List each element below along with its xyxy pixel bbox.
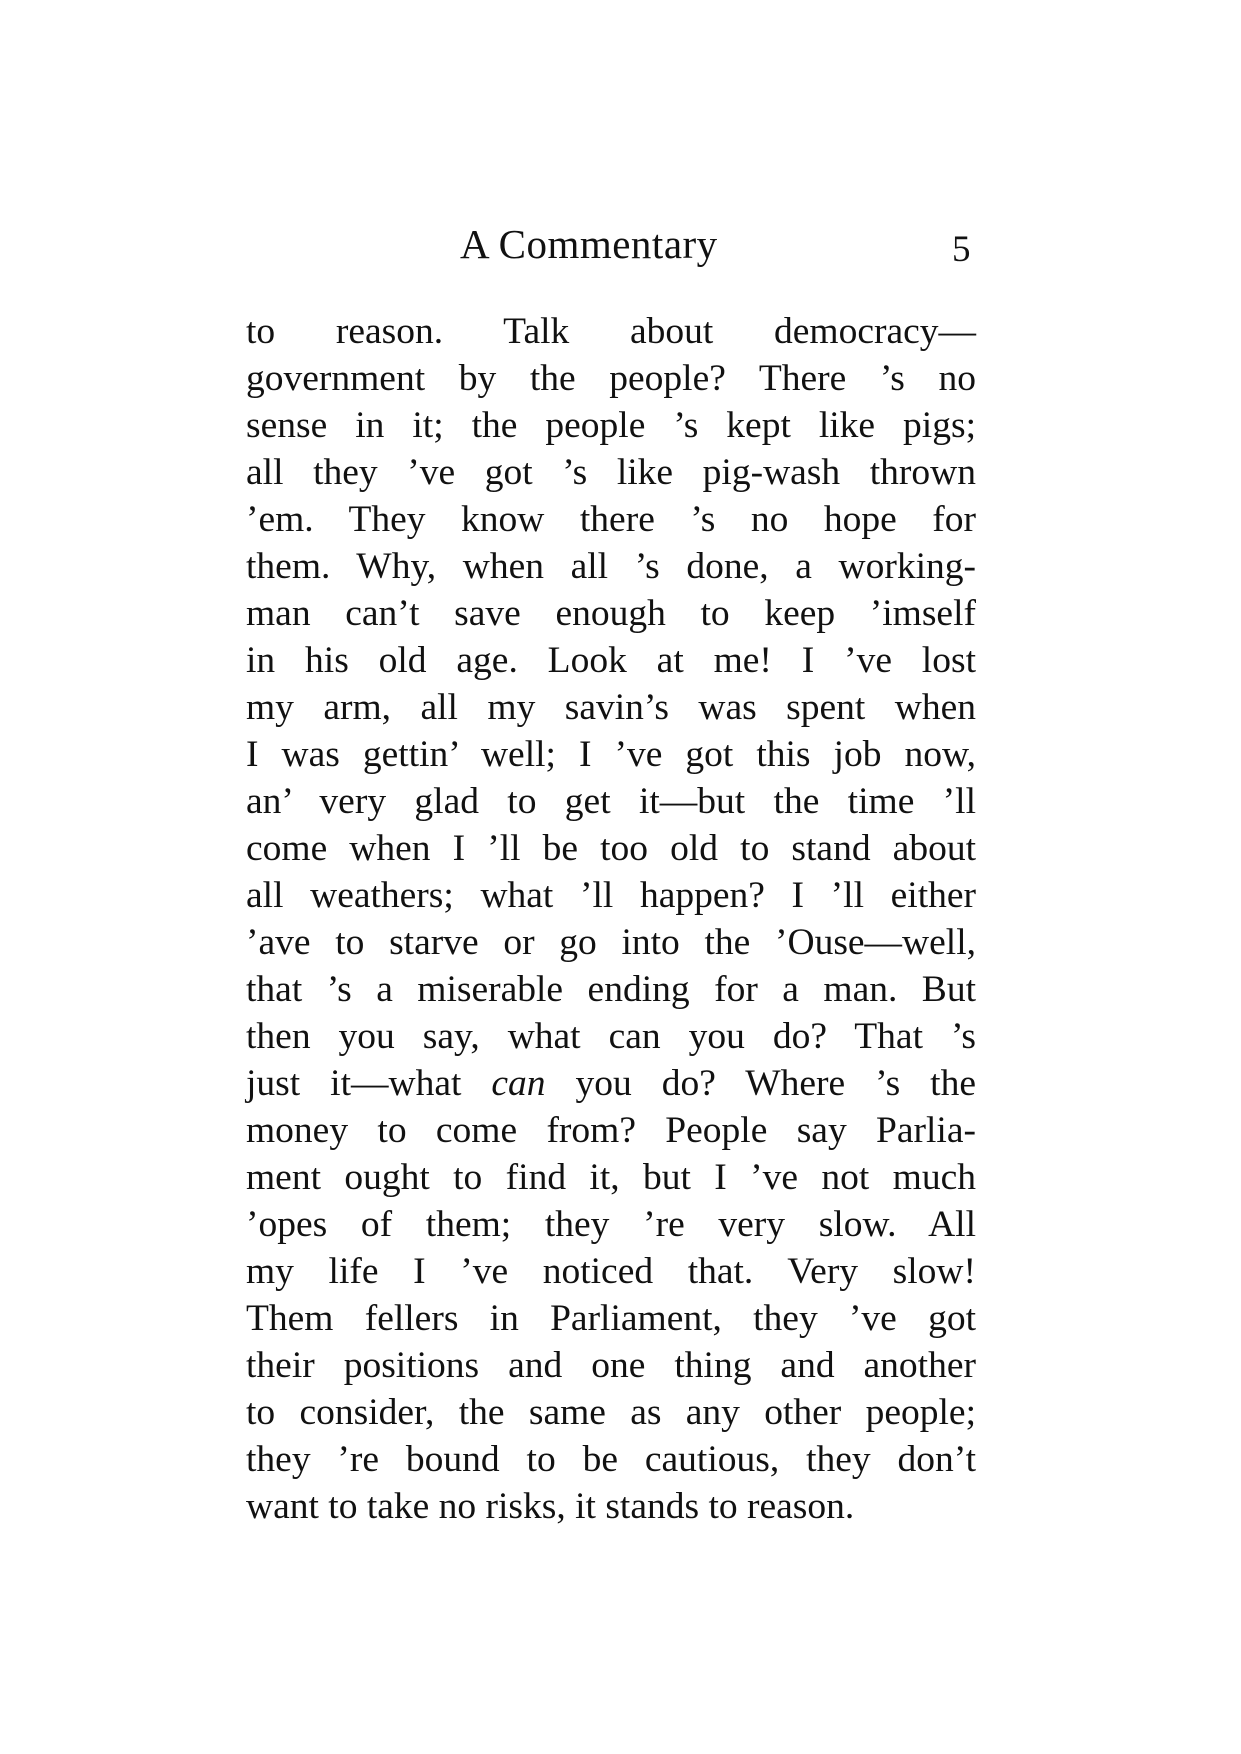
text-line: ’opes of them; they ’re very slow. All <box>246 1204 976 1245</box>
text-line: Them fellers in Parliament, they ’ve got <box>246 1298 976 1339</box>
page-number: 5 <box>952 229 971 270</box>
text-line: I was gettin’ well; I ’ve got this job now, <box>246 734 976 775</box>
text-line: my life I ’ve noticed that. Very slow! <box>246 1251 976 1292</box>
text-line: they ’re bound to be cautious, they don’t <box>246 1439 976 1480</box>
text-line: money to come from? People say Parlia- <box>246 1110 976 1151</box>
text-segment: you do? Where ’s the <box>545 1063 976 1104</box>
text-line: want to take no risks, it stands to reason. <box>246 1486 855 1527</box>
text-line: in his old age. Look at me! I ’ve lost <box>246 640 976 681</box>
text-line: sense in it; the people ’s kept like pigs; <box>246 405 976 446</box>
text-line: then you say, what can you do? That ’s <box>246 1016 976 1057</box>
text-line: all they ’ve got ’s like pig-wash thrown <box>246 452 976 493</box>
text-line: that ’s a miserable ending for a man. But <box>246 969 976 1010</box>
text-line: come when I ’ll be too old to stand about <box>246 828 976 869</box>
italic-word: can <box>491 1063 546 1104</box>
text-line: an’ very glad to get it—but the time ’ll <box>246 781 976 822</box>
text-line: their positions and one thing and another <box>246 1345 976 1386</box>
text-line: my arm, all my savin’s was spent when <box>246 687 976 728</box>
text-line: ’em. They know there ’s no hope for <box>246 499 976 540</box>
body-text <box>246 308 976 1530</box>
text-line <box>246 1060 976 1107</box>
running-title: A Commentary <box>460 221 718 267</box>
text-line: ’ave to starve or go into the ’Ouse—well, <box>246 922 976 963</box>
text-line: to consider, the same as any other people; <box>246 1392 976 1433</box>
text-segment: just it—what <box>246 1063 492 1104</box>
text-line: all weathers; what ’ll happen? I ’ll either <box>246 875 976 916</box>
text-line: them. Why, when all ’s done, a working- <box>246 546 976 587</box>
text-line: ment ought to find it, but I ’ve not much <box>246 1157 976 1198</box>
text-line: man can’t save enough to keep ’imself <box>246 593 976 634</box>
text-line: to reason. Talk about democracy— <box>246 311 976 352</box>
text-line: government by the people? There ’s no <box>246 358 976 399</box>
